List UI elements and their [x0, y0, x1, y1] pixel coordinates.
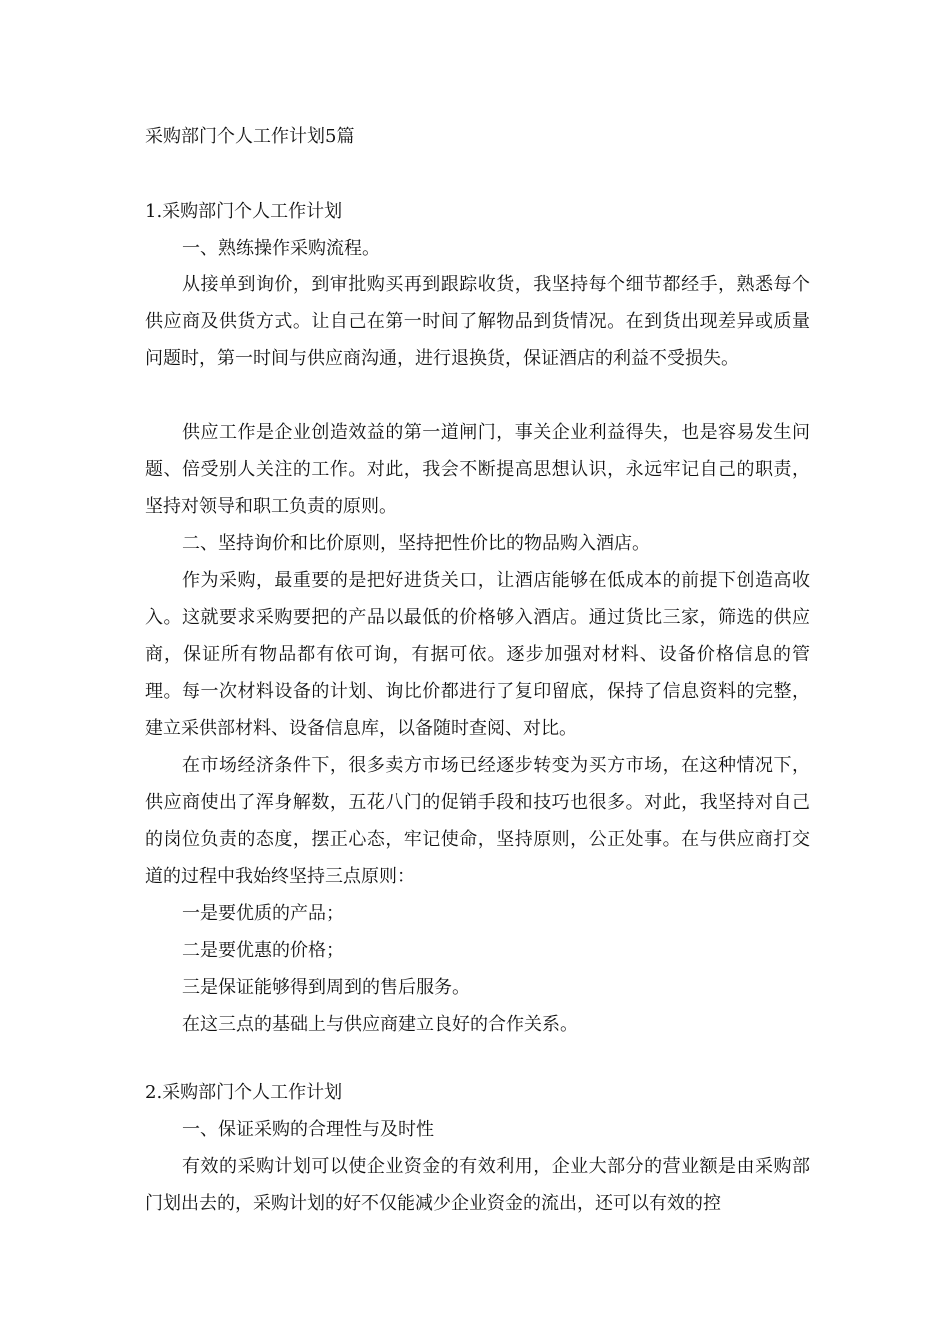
paragraph-1-2: 供应工作是企业创造效益的第一道闸门，事关企业利益得失，也是容易发生问题、倍受别人关注的工作。对此，我会不断提高思想认识，永远牢记自己的职责，坚持对领导和职工负责的原则。 — [145, 422, 810, 517]
document-title: 采购部门个人工作计划5篇 — [145, 126, 355, 147]
paragraph-1-3: 作为采购，最重要的是把好进货关口，让酒店能够在低成本的前提下创造高收入。这就要求采购要把的产品以最低的价格够入酒店。通过货比三家，筛选的供应商，保证所有物品都有依可询，有据可依。逐步加强对材料、设备价格信息的管理。每一次材料设备的计划、询比价都进行了复印留底，保持了信息资料的完整，建立采供部材料、设备信息库，以备随时查阅、对比。 — [145, 570, 810, 739]
list-item-3: 三是保证能够得到周到的售后服务。 — [182, 977, 470, 998]
paragraph-2-1: 有效的采购计划可以使企业资金的有效利用，企业大部分的营业额是由采购部门划出去的，采购计划的好不仅能减少企业资金的流出，还可以有效的控 — [145, 1156, 810, 1214]
paragraph-1-5: 在这三点的基础上与供应商建立良好的合作关系。 — [182, 1014, 578, 1035]
section-heading-2: 2.采购部门个人工作计划 — [145, 1082, 343, 1103]
subheading-1-1: 一、熟练操作采购流程。 — [182, 238, 380, 259]
subheading-1-2: 二、坚持询价和比价原则，坚持把性价比的物品购入酒店。 — [182, 533, 650, 554]
paragraph-1-1: 从接单到询价，到审批购买再到跟踪收货，我坚持每个细节都经手，熟悉每个供应商及供货方式。让自己在第一时间了解物品到货情况。在到货出现差异或质量问题时，第一时间与供应商沟通，进行退换货，保证酒店的利益不受损失。 — [145, 274, 810, 369]
list-item-1: 一是要优质的产品； — [182, 903, 344, 924]
subheading-2-1: 一、保证采购的合理性与及时性 — [182, 1119, 434, 1140]
list-item-2: 二是要优惠的价格； — [182, 940, 344, 961]
section-heading-1: 1.采购部门个人工作计划 — [145, 201, 343, 222]
paragraph-1-4: 在市场经济条件下，很多卖方市场已经逐步转变为买方市场，在这种情况下，供应商使出了浑身解数，五花八门的促销手段和技巧也很多。对此，我坚持对自己的岗位负责的态度，摆正心态，牢记使命，坚持原则，公正处事。在与供应商打交道的过程中我始终坚持三点原则： — [145, 755, 810, 887]
